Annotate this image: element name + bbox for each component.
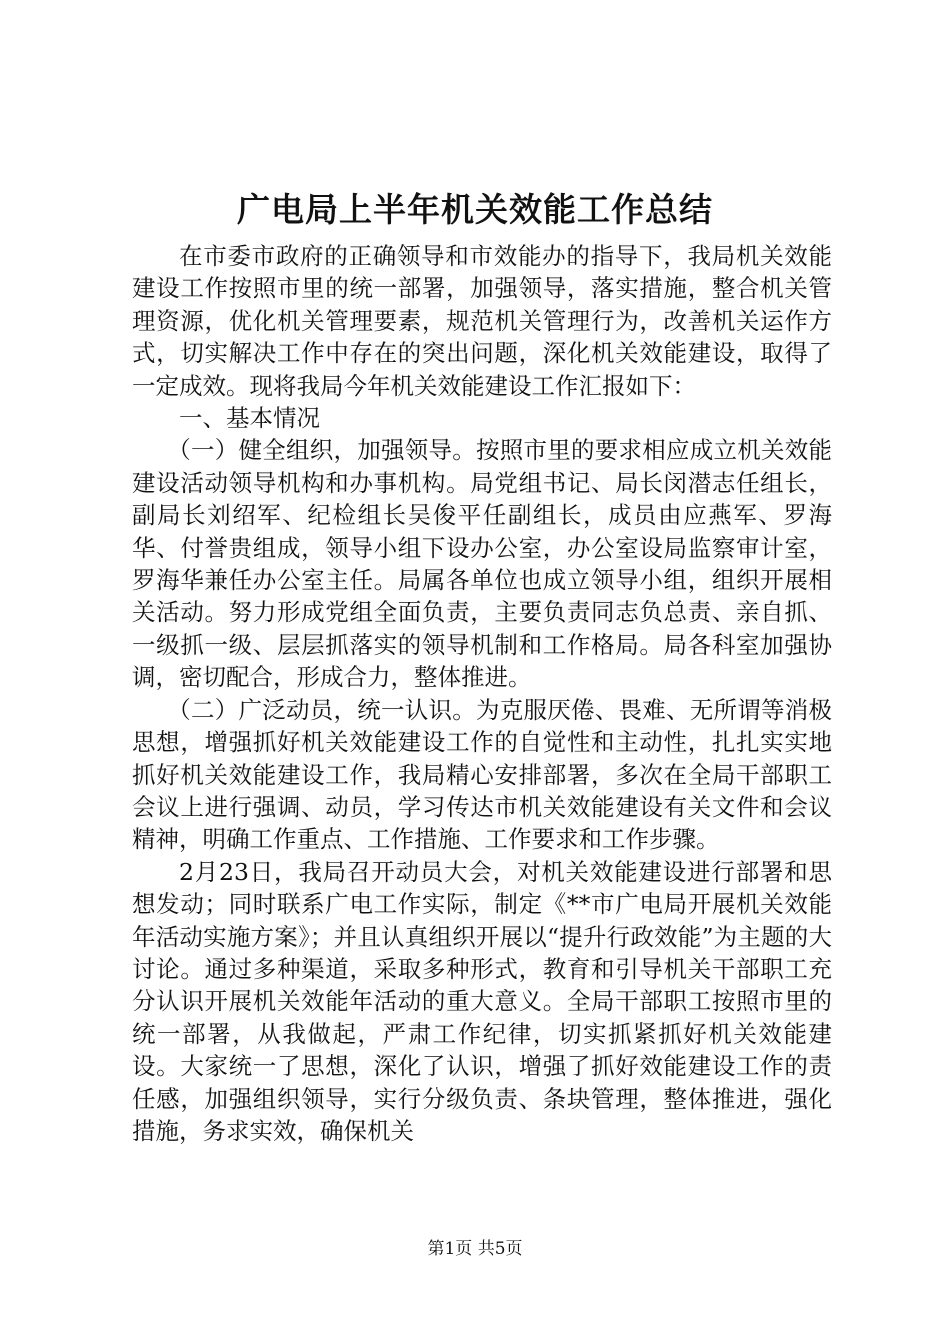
section-heading-basic-situation: 一、基本情况: [179, 404, 320, 433]
page-footer: 第1页 共5页: [427, 1239, 523, 1259]
paragraph-intro: 在市委市政府的正确领导和市效能办的指导下，我局机关效能建设工作按照市里的统一部署，加强领导，落实措施，整合机关管理资源，优化机关管理要素，规范机关管理行为，改善机关运作方式，切实解决工作中存在的突出问题，深化机关效能建设，取得了一定成效。现将我局今年机关效能建设工作汇报如下：: [132, 242, 832, 400]
paragraph-meeting: 2月23日，我局召开动员大会，对机关效能建设进行部署和思想发动；同时联系广电工作实际，制定《**市广电局开展机关效能年活动实施方案》；并且认真组织开展以“提升行政效能”为主题的大讨论。通过多种渠道，采取多种形式，教育和引导机关干部职工充分认识开展机关效能年活动的重大意义。全局干部职工按照市里的统一部署，从我做起，严肃工作纪律，切实抓紧抓好机关效能建设。大家统一了思想，深化了认识，增强了抓好效能建设工作的责任感，加强组织领导，实行分级负责、条块管理，整体推进，强化措施，务求实效，确保机关: [132, 857, 832, 1145]
paragraph-mobilization: （二）广泛动员，统一认识。为克服厌倦、畏难、无所谓等消极思想，增强抓好机关效能建设工作的自觉性和主动性，扎扎实实地抓好机关效能建设工作，我局精心安排部署，多次在全局干部职工会议上进行强调、动员，学习传达市机关效能建设有关文件和会议精神，明确工作重点、工作措施、工作要求和工作步骤。: [132, 695, 832, 854]
paragraph-organization: （一）健全组织，加强领导。按照市里的要求相应成立机关效能建设活动领导机构和办事机构。局党组书记、局长闵潜志任组长，副局长刘绍军、纪检组长吴俊平任副组长，成员由应燕军、罗海华、付誉贵组成，领导小组下设办公室，办公室设局监察审计室，罗海华兼任办公室主任。局属各单位也成立领导小组，组织开展相关活动。努力形成党组全面负责，主要负责同志负总责、亲自抓、一级抓一级、层层抓落实的领导机制和工作格局。局各科室加强协调，密切配合，形成合力，整体推进。: [132, 436, 832, 692]
document-body: [132, 240, 832, 1147]
document-title: 广电局上半年机关效能工作总结: [237, 190, 713, 229]
